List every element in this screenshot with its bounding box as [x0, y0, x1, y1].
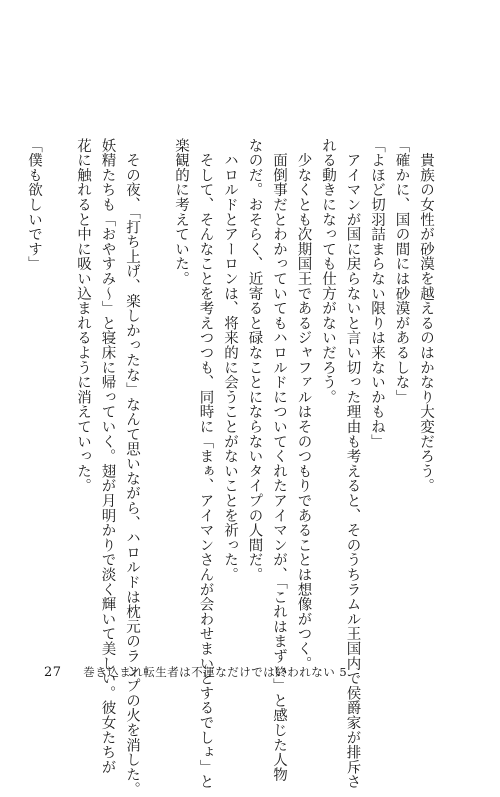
text-line: そして、そんなことを考えつつも、同時に「まぁ、アイマンさんが会わせまいとするでしょ」と: [197, 152, 214, 790]
page-number: 27: [44, 665, 62, 680]
page-footer: [44, 664, 347, 680]
book-title: 巻き込まれ転生者は不運なだけでは終われない 5: [83, 665, 348, 679]
blank-line: [46, 138, 71, 643]
text-line: 面倒事だとわかっていてもハロルドについてくれたアイマンが、「これはまずい」と感じた人物: [271, 152, 287, 782]
text-line: ハロルドとアーロンは、将来的に会うことがないことを祈った。: [222, 152, 238, 583]
text-line: 「僕も欲しいです」: [26, 138, 42, 272]
text-line: 花に触れると中に吸い込まれるように消えていった。: [75, 138, 91, 494]
text-line: その夜、「打ち上げ、楽しかったな」なんて思いながら、ハロルドは枕元のランプの火を消した。: [124, 152, 140, 797]
text-line: 「よほど切羽詰まらない限りは来ないかもね」: [369, 138, 385, 449]
blank-line: [144, 138, 169, 643]
text-line: 楽観的に考えていた。: [173, 138, 189, 286]
text-line: 貴族の女性が砂漠を越えるのはかなり大変だろう。: [418, 152, 434, 494]
text-line: なのだ。おそらく、近寄ると碌なことにならないタイプの人間だ。: [246, 138, 263, 582]
text-line: 少なくとも次期国王であるジャファルはそのつもりであることは想像がつく。: [295, 152, 312, 671]
text-line: アイマンが国に戻らないと言い切った理由も考えると、そのうちラムル王国内で侯爵家が排斥さ: [344, 152, 361, 790]
text-line: れる動きになっても仕方がないだろう。: [320, 138, 336, 405]
text-line: 「確かに、国の間には砂漠があるしな」: [393, 138, 410, 405]
text-line: 妖精たちも「おやすみ～」と寝床に帰っていく。翅が月明かりで淡く輝いて美しい。彼女たちが: [99, 138, 116, 775]
